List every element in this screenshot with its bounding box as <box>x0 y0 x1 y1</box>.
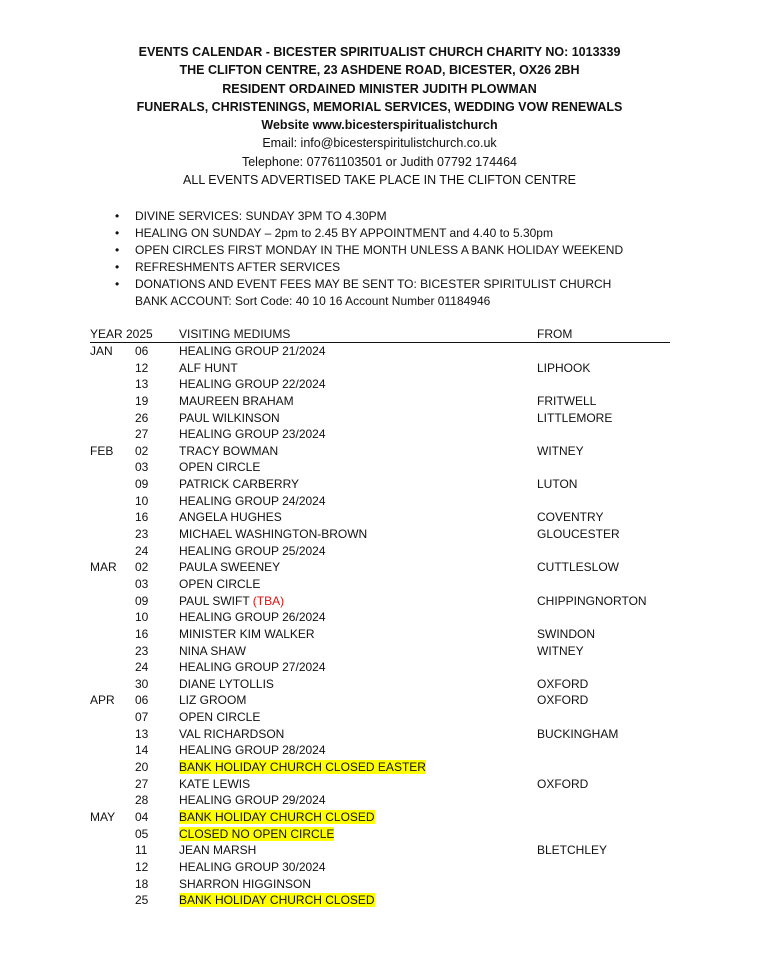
medium-name: HEALING GROUP 21/2024 <box>179 344 326 358</box>
table-row <box>90 792 670 809</box>
month-cell: MAR <box>90 560 117 575</box>
table-row <box>90 726 670 743</box>
day-cell: 18 <box>135 876 149 891</box>
day-cell: 10 <box>135 493 149 508</box>
table-row <box>90 526 670 543</box>
medium-cell <box>179 476 299 493</box>
day-cell: 16 <box>135 510 149 525</box>
from-cell: OXFORD <box>537 693 589 708</box>
table-row <box>90 659 670 676</box>
medium-cell <box>179 526 367 543</box>
day-cell: 03 <box>135 576 149 591</box>
medium-name: PAULA SWEENEY <box>179 560 281 575</box>
medium-cell <box>179 626 315 643</box>
table-row <box>90 559 670 576</box>
medium-cell <box>179 593 284 610</box>
medium-cell <box>179 576 260 593</box>
table-row <box>90 476 670 493</box>
table-row <box>90 676 670 693</box>
table-row <box>90 343 670 360</box>
medium-cell <box>179 376 326 393</box>
table-row <box>90 776 670 793</box>
from-cell: SWINDON <box>537 626 595 641</box>
day-cell: 19 <box>135 393 149 408</box>
telephone-line: Telephone: 07761103501 or Judith 07792 174464 <box>241 154 517 169</box>
day-cell: 04 <box>135 809 149 824</box>
day-cell: 12 <box>135 360 149 375</box>
medium-cell <box>179 559 280 576</box>
bullet-text: DONATIONS AND EVENT FEES MAY BE SENT TO: BICESTER SPIRITULIST CHURCH <box>135 277 612 291</box>
medium-name: PATRICK CARBERRY <box>179 477 300 492</box>
medium-cell <box>179 426 326 443</box>
day-cell: 13 <box>135 726 149 741</box>
medium-name: VAL RICHARDSON <box>179 726 285 741</box>
from-cell: BLETCHLEY <box>537 843 608 858</box>
from-cell: FRITWELL <box>537 393 597 408</box>
title-line: EVENTS CALENDAR - BICESTER SPIRITUALIST CHURCH CHARITY NO: 1013339 <box>138 45 621 59</box>
medium-name: KATE LEWIS <box>179 776 251 791</box>
bullet-text: OPEN CIRCLES FIRST MONDAY IN THE MONTH UNLESS A BANK HOLIDAY WEEKEND <box>135 243 624 257</box>
medium-cell <box>179 609 326 626</box>
table-row <box>90 426 670 443</box>
from-cell: LUTON <box>537 477 578 492</box>
medium-cell <box>179 676 274 693</box>
table-row <box>90 376 670 393</box>
services-line: FUNERALS, CHRISTENINGS, MEMORIAL SERVICES, WEDDING VOW RENEWALS <box>136 99 623 114</box>
medium-cell <box>179 643 246 660</box>
bullet-icon: • <box>115 277 120 291</box>
document-header <box>0 43 759 189</box>
medium-name: NINA SHAW <box>179 643 246 658</box>
day-cell: 25 <box>135 893 149 908</box>
medium-name: BANK HOLIDAY CHURCH CLOSED <box>179 809 375 824</box>
medium-cell <box>179 459 260 476</box>
medium-cell <box>179 343 326 360</box>
table-header <box>90 326 670 343</box>
table-row <box>90 393 670 410</box>
info-bullet-list <box>115 208 715 310</box>
bank-account-line <box>115 293 715 310</box>
medium-cell <box>179 393 294 410</box>
website-line: Website www.bicesterspiritualistchurch <box>261 118 498 133</box>
table-row <box>90 643 670 660</box>
month-cell: FEB <box>90 443 114 458</box>
medium-cell <box>179 859 326 876</box>
table-row <box>90 509 670 526</box>
medium-name: OPEN CIRCLE <box>179 710 261 725</box>
bullet-item <box>115 276 715 293</box>
day-cell: 09 <box>135 477 149 492</box>
day-cell: 26 <box>135 410 149 425</box>
day-cell: 20 <box>135 760 149 775</box>
table-row <box>90 360 670 377</box>
medium-name: BANK HOLIDAY CHURCH CLOSED <box>179 893 375 908</box>
minister-line: RESIDENT ORDAINED MINISTER JUDITH PLOWMAN <box>222 81 537 96</box>
day-cell: 28 <box>135 793 149 808</box>
from-cell: OXFORD <box>537 676 589 691</box>
medium-cell <box>179 892 375 909</box>
tba-note: (TBA) <box>252 593 285 608</box>
day-cell: 06 <box>135 344 149 358</box>
table-row <box>90 443 670 460</box>
table-row <box>90 626 670 643</box>
table-body <box>90 343 670 909</box>
location-line: ALL EVENTS ADVERTISED TAKE PLACE IN THE CLIFTON CENTRE <box>183 173 576 188</box>
medium-cell <box>179 360 238 377</box>
medium-name: SHARRON HIGGINSON <box>179 876 312 891</box>
from-cell: OXFORD <box>537 776 589 791</box>
day-cell: 23 <box>135 643 149 658</box>
medium-cell <box>179 792 326 809</box>
month-cell: APR <box>90 693 115 708</box>
table-row <box>90 892 670 909</box>
table-row <box>90 842 670 859</box>
bullet-item <box>115 208 715 225</box>
day-cell: 02 <box>135 443 149 458</box>
bullet-item <box>115 259 715 276</box>
bullet-icon: • <box>115 243 120 257</box>
day-cell: 06 <box>135 693 149 708</box>
table-row <box>90 709 670 726</box>
from-header: FROM <box>537 327 573 341</box>
medium-name: HEALING GROUP 25/2024 <box>179 543 326 558</box>
day-cell: 24 <box>135 660 149 675</box>
from-cell: LIPHOOK <box>537 360 591 375</box>
year-header: YEAR 2025 <box>90 327 153 341</box>
medium-name: LIZ GROOM <box>179 693 247 708</box>
medium-name: HEALING GROUP 29/2024 <box>179 793 326 808</box>
events-table <box>90 326 670 909</box>
medium-name: CLOSED NO OPEN CIRCLE <box>179 826 335 841</box>
medium-cell <box>179 842 256 859</box>
table-row <box>90 609 670 626</box>
table-row <box>90 459 670 476</box>
medium-cell <box>179 776 250 793</box>
medium-name: OPEN CIRCLE <box>179 460 261 475</box>
medium-cell <box>179 809 375 826</box>
medium-name: ANGELA HUGHES <box>179 510 282 525</box>
from-cell: GLOUCESTER <box>537 527 620 542</box>
day-cell: 07 <box>135 710 149 725</box>
medium-cell <box>179 443 278 460</box>
day-cell: 02 <box>135 560 149 575</box>
medium-cell <box>179 410 280 427</box>
table-row <box>90 410 670 427</box>
table-row <box>90 692 670 709</box>
from-cell: WITNEY <box>537 643 584 658</box>
medium-name: JEAN MARSH <box>179 843 257 858</box>
table-row <box>90 809 670 826</box>
month-cell: MAY <box>90 809 116 824</box>
from-cell: COVENTRY <box>537 510 604 525</box>
month-cell: JAN <box>90 344 113 358</box>
medium-name: HEALING GROUP 26/2024 <box>179 610 326 625</box>
bank-account-text: BANK ACCOUNT: Sort Code: 40 10 16 Account Number 01184946 <box>135 294 491 308</box>
medium-name: HEALING GROUP 28/2024 <box>179 743 326 758</box>
table-row <box>90 859 670 876</box>
table-row <box>90 576 670 593</box>
day-cell: 10 <box>135 610 149 625</box>
medium-name: BANK HOLIDAY CHURCH CLOSED EASTER <box>179 760 426 775</box>
medium-name: HEALING GROUP 23/2024 <box>179 427 326 442</box>
day-cell: 27 <box>135 427 149 442</box>
email-line: Email: info@bicesterspiritulistchurch.co.uk <box>262 136 497 151</box>
day-cell: 23 <box>135 527 149 542</box>
medium-cell <box>179 726 284 743</box>
table-row <box>90 593 670 610</box>
table-row <box>90 742 670 759</box>
day-cell: 03 <box>135 460 149 475</box>
day-cell: 11 <box>135 843 148 858</box>
medium-name: TRACY BOWMAN <box>179 443 279 458</box>
medium-cell <box>179 493 326 510</box>
day-cell: 09 <box>135 593 149 608</box>
day-cell: 30 <box>135 676 149 691</box>
day-cell: 12 <box>135 859 149 874</box>
medium-name: MINISTER KIM WALKER <box>179 626 315 641</box>
table-row <box>90 493 670 510</box>
bullet-icon: • <box>115 260 120 274</box>
address-line: THE CLIFTON CENTRE, 23 ASHDENE ROAD, BICESTER, OX26 2BH <box>179 63 580 78</box>
medium-name: HEALING GROUP 22/2024 <box>179 377 326 392</box>
bullet-text: HEALING ON SUNDAY – 2pm to 2.45 BY APPOINTMENT and 4.40 to 5.30pm <box>135 226 553 240</box>
bullet-item <box>115 225 715 242</box>
medium-name: DIANE LYTOLLIS <box>179 676 274 691</box>
bullet-text: REFRESHMENTS AFTER SERVICES <box>135 260 341 274</box>
mediums-header: VISITING MEDIUMS <box>179 327 291 341</box>
medium-cell <box>179 709 260 726</box>
medium-cell <box>179 659 326 676</box>
medium-cell <box>179 742 326 759</box>
bullet-icon: • <box>115 209 120 223</box>
from-cell: CUTTLESLOW <box>537 560 620 575</box>
medium-name: ALF HUNT <box>179 360 238 375</box>
day-cell: 13 <box>135 377 149 392</box>
from-cell: CHIPPINGNORTON <box>537 593 647 608</box>
day-cell: 27 <box>135 776 149 791</box>
table-row <box>90 876 670 893</box>
day-cell: 05 <box>135 826 149 841</box>
day-cell: 14 <box>135 743 149 758</box>
medium-name: MAUREEN BRAHAM <box>179 393 294 408</box>
medium-name: PAUL SWIFT <box>179 593 253 608</box>
medium-cell <box>179 692 246 709</box>
table-row <box>90 543 670 560</box>
medium-cell <box>179 759 426 776</box>
bullet-item <box>115 242 715 259</box>
day-cell: 16 <box>135 626 149 641</box>
medium-cell <box>179 876 311 893</box>
medium-name: MICHAEL WASHINGTON-BROWN <box>179 527 368 542</box>
table-row <box>90 826 670 843</box>
medium-name: OPEN CIRCLE <box>179 576 261 591</box>
medium-cell <box>179 826 334 843</box>
medium-name: HEALING GROUP 27/2024 <box>179 660 326 675</box>
from-cell: BUCKINGHAM <box>537 726 619 741</box>
bullet-icon: • <box>115 226 120 240</box>
medium-name: HEALING GROUP 24/2024 <box>179 493 326 508</box>
table-row <box>90 759 670 776</box>
medium-name: HEALING GROUP 30/2024 <box>179 859 326 874</box>
from-cell: LITTLEMORE <box>537 410 613 425</box>
medium-cell <box>179 509 282 526</box>
from-cell: WITNEY <box>537 443 584 458</box>
day-cell: 24 <box>135 543 149 558</box>
bullet-text: DIVINE SERVICES: SUNDAY 3PM TO 4.30PM <box>135 209 387 223</box>
medium-name: PAUL WILKINSON <box>179 410 280 425</box>
medium-cell <box>179 543 326 560</box>
